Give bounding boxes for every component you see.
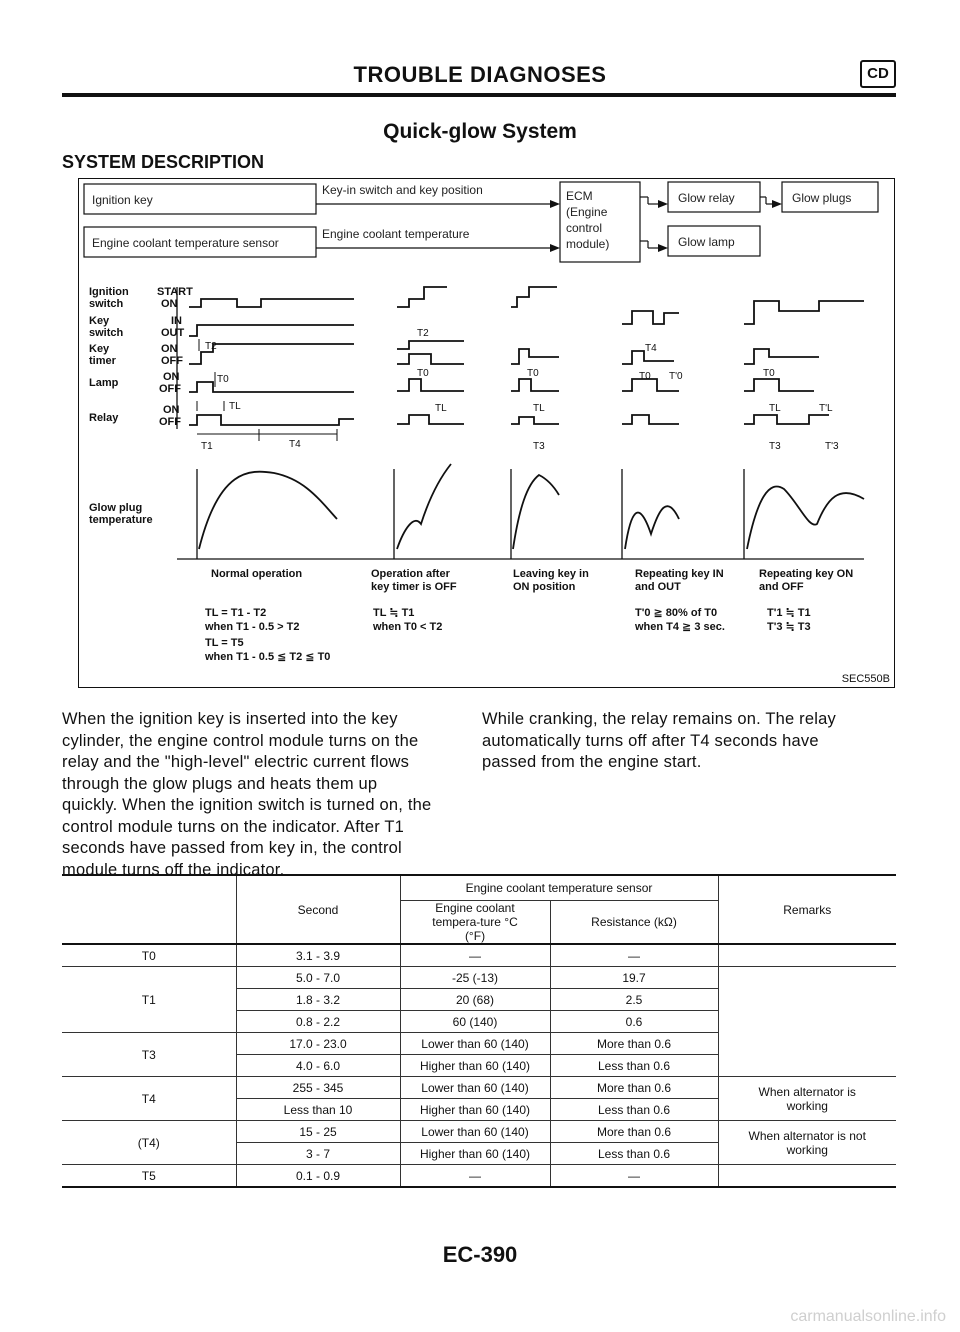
timing-spec-table (62, 874, 896, 1188)
left-line-7: seconds have passed from key in, the control (62, 839, 402, 857)
formula-normal-1: TL = T1 - T2 (205, 607, 267, 619)
left-line-2: cylinder, the engine control module turns on the (62, 731, 419, 750)
caption-leaving-2: ON position (513, 581, 576, 593)
description-right (482, 709, 836, 774)
caption-repeat-io-1: Repeating key IN (635, 568, 724, 580)
param-t4-paren: (T4) (62, 1121, 236, 1165)
header-sensor-group: Engine coolant temperature sensor (400, 875, 718, 901)
state-on-2: ON (161, 343, 178, 355)
label-glow: Glow plug (89, 502, 143, 514)
mark-repeat-io-t0: T0 (639, 371, 651, 382)
table-row: 0.8 - 2.2 60 (140) 0.6 (62, 1011, 896, 1033)
mark-leaving-tl: TL (533, 403, 545, 414)
formula-repeat-oo-1: T'1 ≒ T1 (767, 607, 811, 619)
label-key-timer: Key (89, 343, 110, 355)
mark-repeat-oo-t3p: T'3 (825, 441, 839, 452)
table-row: T3 17.0 - 23.0 Lower than 60 (140) More than 0.6 (62, 1033, 896, 1055)
ecm-line-2: (Engine (566, 205, 608, 219)
table-row: (T4) 15 - 25 Lower than 60 (140) More than 0.6 When alternator is not working (62, 1121, 896, 1143)
caption-repeat-io-2: and OUT (635, 581, 681, 593)
formula-after-2: when T0 < T2 (373, 621, 443, 633)
repeat-oo-glow-curve (747, 487, 864, 550)
formula-after-1: TL ≒ T1 (373, 607, 415, 619)
label-lamp: Lamp (89, 377, 119, 389)
section-title: SYSTEM DESCRIPTION (62, 152, 265, 172)
normal-key-wave (189, 325, 354, 336)
mark-repeat-oo-t0: T0 (763, 368, 775, 379)
mark-repeat-oo-tl: TL (769, 403, 781, 414)
left-line-1: When the ignition key is inserted into the key (62, 710, 398, 728)
mark-normal-tl: TL (229, 401, 241, 412)
param-t4: T4 (62, 1077, 236, 1121)
mark-repeat-io-t0p: T'0 (669, 371, 683, 382)
param-t0: T0 (62, 944, 236, 967)
ecm-line-1: ECM (566, 189, 593, 203)
after-ignition-wave (397, 287, 447, 307)
header-resistance: Resistance (kΩ) (550, 901, 718, 945)
ecm-line-3: control (566, 221, 603, 235)
timing-chart-figure (78, 178, 895, 688)
state-off-3: OFF (159, 416, 181, 428)
label-ignition: Ignition (89, 286, 129, 298)
key-signal-label: Key-in switch and key position (322, 183, 483, 197)
normal-glow-curve (199, 472, 337, 549)
state-start: START (157, 286, 193, 298)
section-badge: CD (860, 60, 896, 88)
label-key-switch-2: switch (89, 327, 124, 339)
param-t3: T3 (62, 1033, 236, 1077)
caption-after-2: key timer is OFF (371, 581, 457, 593)
state-off-2: OFF (159, 383, 181, 395)
caption-leaving-1: Leaving key in (513, 568, 589, 580)
right-line-3: passed from the engine start. (482, 753, 702, 771)
formula-repeat-io-1: T'0 ≧ 80% of T0 (635, 607, 718, 619)
coolant-signal-label: Engine coolant temperature (322, 227, 470, 241)
label-key-switch: Key (89, 315, 110, 327)
table-row: 3 - 7 Higher than 60 (140) Less than 0.6 (62, 1143, 896, 1165)
ignition-key-label: Ignition key (92, 193, 153, 207)
normal-ignition-wave (189, 299, 354, 307)
normal-lamp-wave (189, 382, 354, 392)
mark-repeat-oo-t3: T3 (769, 441, 781, 452)
table-row: T1 5.0 - 7.0 -25 (-13) 19.7 (62, 967, 896, 989)
caption-repeat-oo-1: Repeating key ON (759, 568, 854, 580)
glow-plugs-label: Glow plugs (792, 191, 852, 205)
glow-relay-label: Glow relay (678, 191, 735, 205)
header-second: Second (236, 875, 400, 944)
param-t5: T5 (62, 1165, 236, 1188)
glow-lamp-label: Glow lamp (678, 235, 735, 249)
table-row: T0 3.1 - 3.9 — — (62, 944, 896, 967)
repeat-io-glow-curve (625, 506, 679, 549)
formula-repeat-io-2: when T4 ≧ 3 sec. (635, 621, 725, 633)
left-line-8: module turns off the indicator. (62, 860, 285, 879)
label-ignition-2: switch (89, 298, 124, 310)
remark-alternator-not-working: When alternator is not working (718, 1121, 896, 1165)
right-line-2: automatically turns off after T4 seconds have (482, 731, 819, 750)
mark-leaving-t3: T3 (533, 441, 545, 452)
left-line-4: through the glow plugs and heats them up (62, 774, 378, 793)
normal-relay-wave (189, 415, 354, 425)
ecm-line-4: module) (566, 237, 610, 251)
header-rule (62, 93, 896, 97)
watermark: carmanualsonline.info (790, 1308, 946, 1325)
right-line-1: While cranking, the relay remains on. The relay (482, 710, 836, 728)
caption-repeat-oo-2: and OFF (759, 581, 804, 593)
state-off-1: OFF (161, 355, 183, 367)
state-in: IN (171, 315, 182, 327)
after-glow-curve (397, 464, 451, 549)
coolant-sensor-label: Engine coolant temperature sensor (92, 236, 279, 250)
header-temp: Engine coolant tempera-ture °C (°F) (400, 901, 550, 945)
caption-after-1: Operation after (371, 568, 450, 580)
description-left (62, 709, 431, 881)
mark-normal-t1: T1 (201, 441, 213, 452)
formula-normal-4: when T1 - 0.5 ≦ T2 ≦ T0 (205, 651, 331, 663)
system-subtitle: Quick-glow System (383, 120, 577, 143)
param-t1: T1 (62, 967, 236, 1033)
mark-leaving-t0: T0 (527, 368, 539, 379)
leaving-glow-curve (513, 475, 559, 549)
mark-repeat-io-t4: T4 (645, 343, 657, 354)
timing-chart (79, 179, 896, 689)
figure-id: SEC550B (841, 673, 890, 685)
left-line-3: relay and the "high-level" electric current flows (62, 753, 410, 771)
header-remarks: Remarks (718, 875, 896, 944)
left-line-5: quickly. When the ignition switch is turned on, the (62, 796, 432, 814)
page-title: TROUBLE DIAGNOSES (353, 62, 607, 87)
label-glow-2: temperature (89, 514, 153, 526)
mark-normal-t2: T2 (205, 341, 217, 352)
table-row: T4 255 - 345 Lower than 60 (140) More than 0.6 When alternator is working (62, 1077, 896, 1099)
left-line-6: control module turns on the indicator. After T1 (62, 817, 405, 836)
mark-repeat-oo-tlp: T'L (819, 403, 833, 414)
table-row: 1.8 - 3.2 20 (68) 2.5 (62, 989, 896, 1011)
page-number: EC-390 (442, 1242, 518, 1267)
formula-normal-3: TL = T5 (205, 637, 244, 649)
label-relay: Relay (89, 412, 119, 424)
remark-alternator-working: When alternator is working (718, 1077, 896, 1121)
table-row: 4.0 - 6.0 Higher than 60 (140) Less than 0.6 (62, 1055, 896, 1077)
table-row: Less than 10 Higher than 60 (140) Less than 0.6 (62, 1099, 896, 1121)
caption-normal: Normal operation (211, 568, 303, 580)
table-row: T5 0.1 - 0.9 — — (62, 1165, 896, 1188)
state-on-4: ON (163, 404, 180, 416)
mark-after-t0: T0 (417, 368, 429, 379)
state-out: OUT (161, 327, 185, 339)
formula-repeat-oo-2: T'3 ≒ T3 (767, 621, 811, 633)
formula-normal-2: when T1 - 0.5 > T2 (205, 621, 300, 633)
mark-normal-t4: T4 (289, 439, 301, 450)
mark-normal-t0: T0 (217, 374, 229, 385)
state-on-3: ON (163, 371, 180, 383)
state-on-1: ON (161, 298, 178, 310)
header-param (62, 875, 236, 944)
mark-after-tl: TL (435, 403, 447, 414)
label-key-timer-2: timer (89, 355, 116, 367)
mark-after-t2: T2 (417, 328, 429, 339)
